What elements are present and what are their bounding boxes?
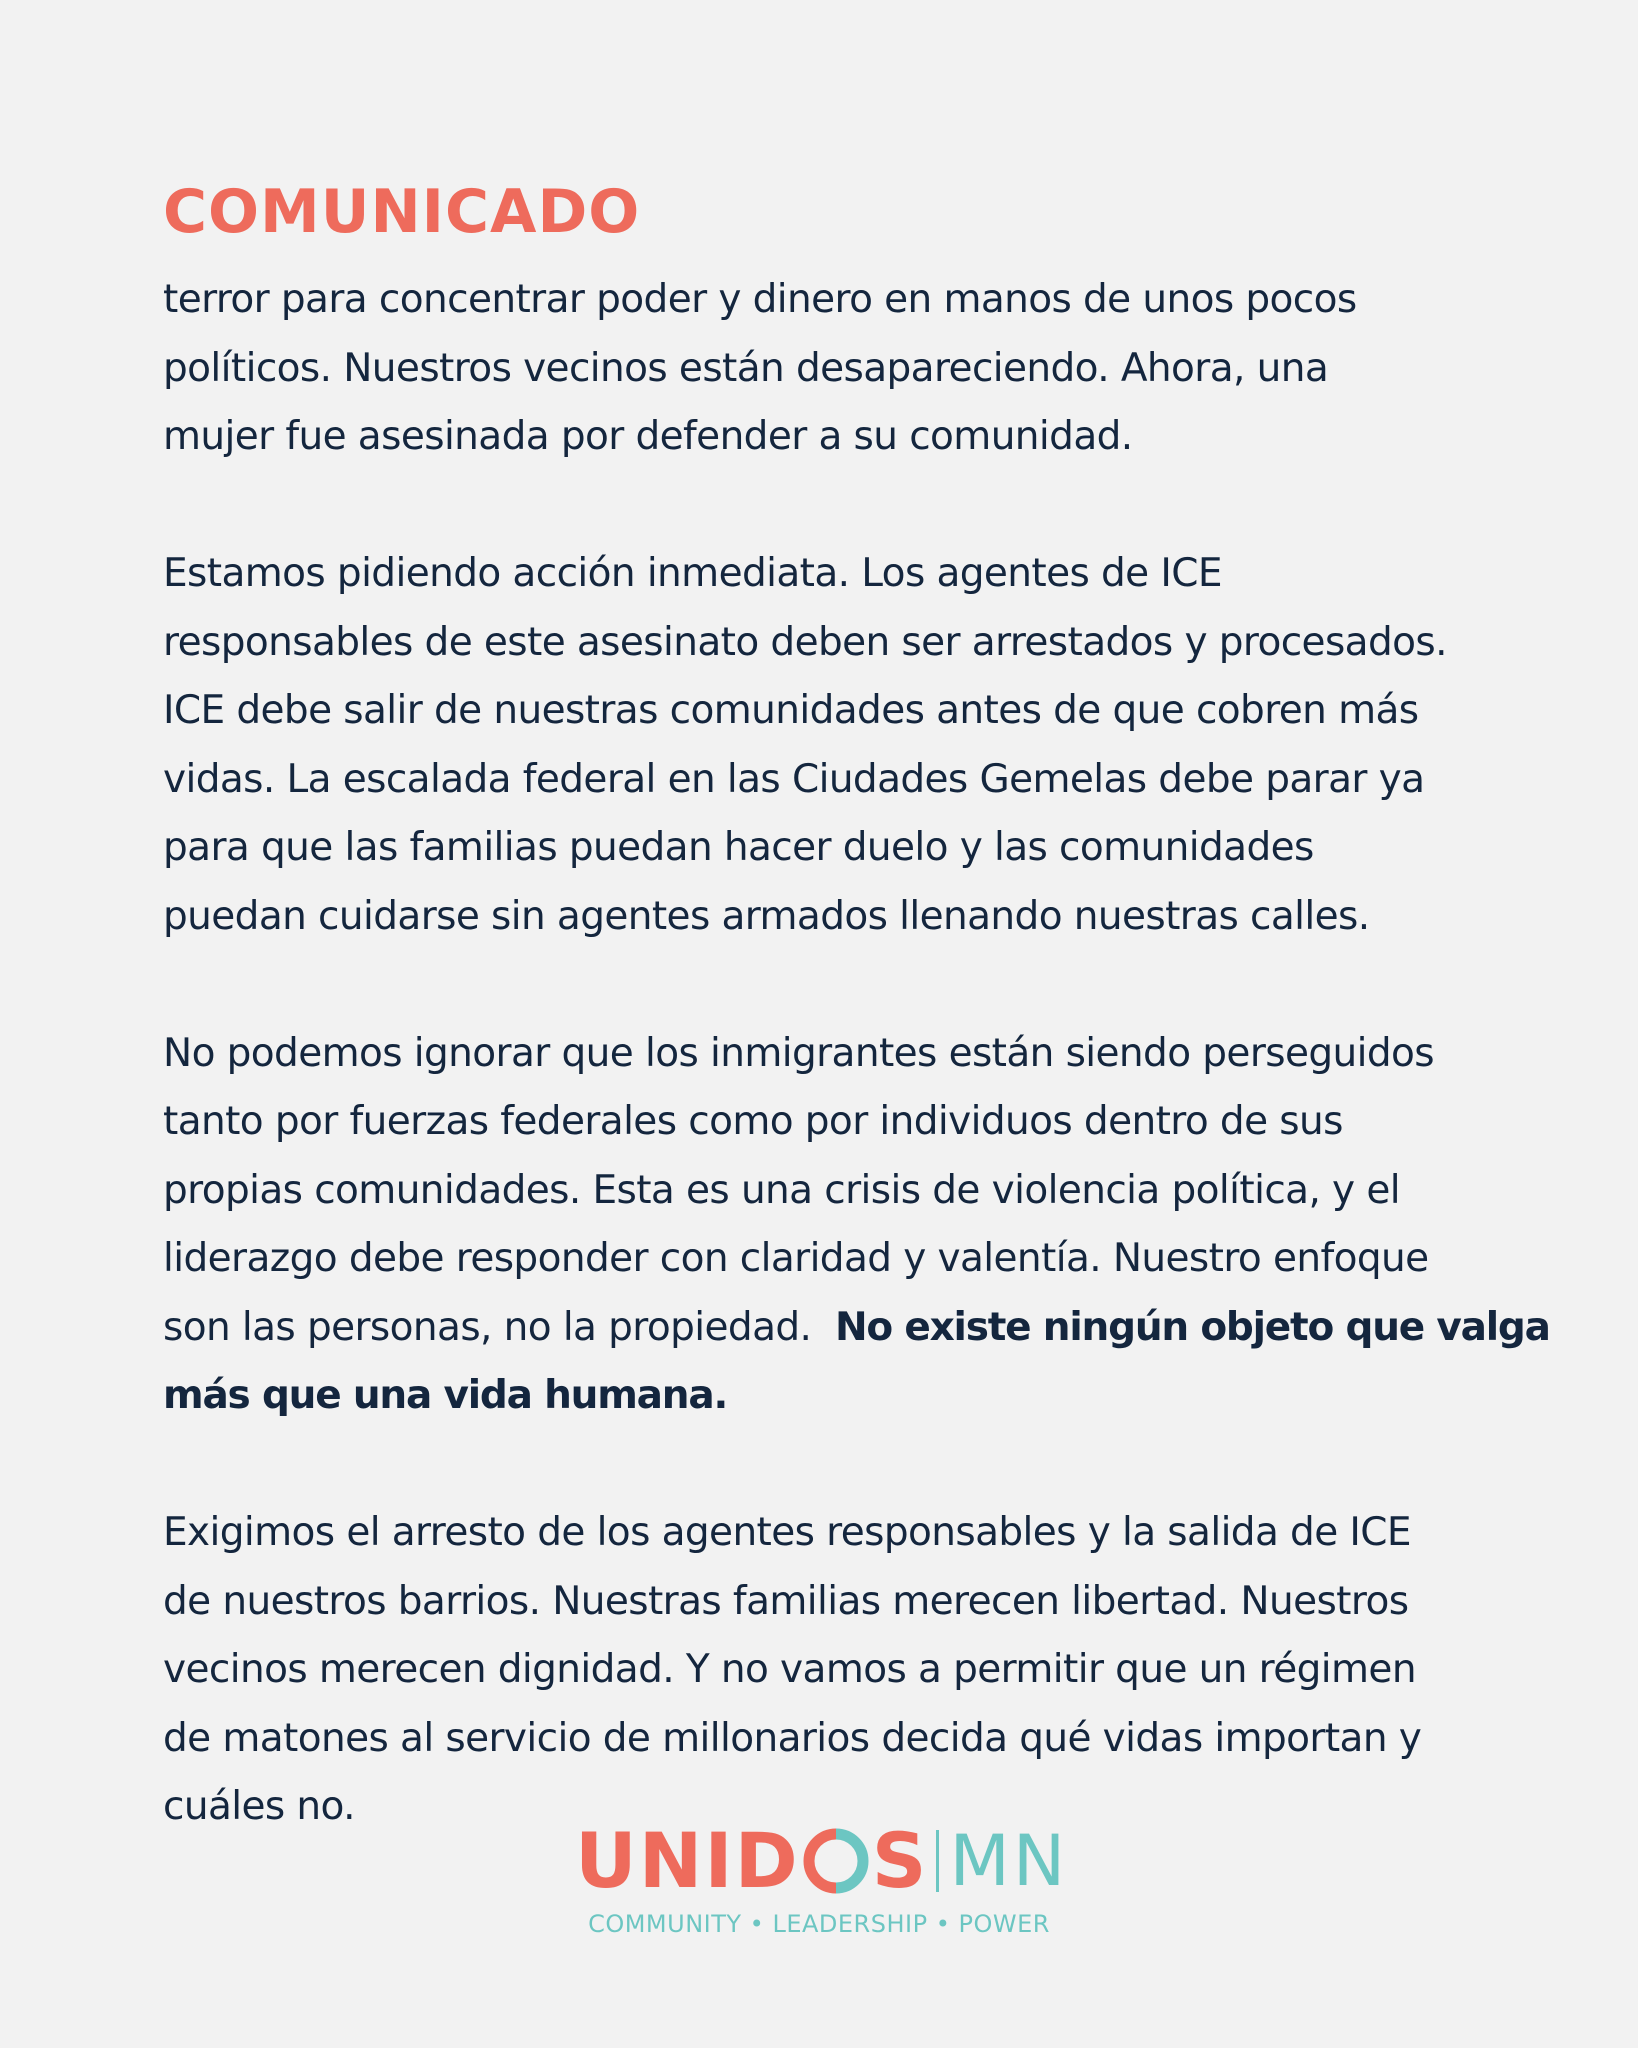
text-line: políticos. Nuestros vecinos están desapareciendo. Ahora, una: [163, 345, 1329, 391]
mixed-text-line: [163, 1294, 1553, 1363]
paragraph-3: [163, 1020, 1553, 1431]
text-line: mujer fue asesinada por defender a su comunidad.: [163, 414, 1133, 459]
paragraph-2: [163, 540, 1553, 951]
emphasis-text: No existe ningún objeto que valga: [834, 1304, 1550, 1350]
text-line: de nuestros barrios. Nuestras familias merecen libertad. Nuestros: [163, 1578, 1409, 1624]
page-title: COMUNICADO: [163, 177, 641, 247]
unidos-mn-logo: [0, 1816, 1638, 1942]
text-line: tanto por fuerzas federales como por individuos dentro de sus: [163, 1099, 1343, 1144]
paragraph-1: [163, 266, 1553, 472]
text-line: Estamos pidiendo acción inmediata. Los agentes de ICE: [163, 551, 1222, 596]
text-line: cuáles no.: [163, 1784, 355, 1829]
text-line: propias comunidades. Esta es una crisis de violencia política, y el: [163, 1167, 1400, 1213]
logo-wordmark: [575, 1816, 1069, 1905]
text-line: terror para concentrar poder y dinero en manos de unos pocos: [163, 277, 1357, 322]
text-line: vecinos merecen dignidad. Y no vamos a permitir que un régimen: [163, 1647, 1416, 1692]
text-line: responsables de este asesinato deben ser arrestados y procesados.: [163, 619, 1447, 665]
plain-text: son las personas, no la propiedad.: [163, 1304, 835, 1350]
paragraph-4: [163, 1499, 1553, 1842]
emphasis-line: más que una vida humana.: [163, 1373, 728, 1418]
text-line: ICE debe salir de nuestras comunidades antes de que cobren más: [163, 688, 1419, 733]
text-line: vidas. La escalada federal en las Ciudades Gemelas debe parar ya: [163, 756, 1425, 802]
logo-o-icon: [803, 1828, 869, 1894]
logo-tagline: COMMUNITY • LEADERSHIP • POWER: [588, 1910, 1050, 1938]
logo-text-mn: MN: [949, 1820, 1069, 1902]
statement-body: [163, 266, 1553, 1842]
text-line: liderazgo debe responder con claridad y valentía. Nuestro enfoque: [163, 1236, 1429, 1281]
text-line: Exigimos el arresto de los agentes responsables y la salida de ICE: [163, 1510, 1411, 1555]
logo-text-s: S: [871, 1816, 927, 1905]
text-line: de matones al servicio de millonarios decida qué vidas importan y: [163, 1715, 1422, 1761]
logo-divider: [936, 1830, 939, 1892]
text-line: para que las familias puedan hacer duelo y las comunidades: [163, 825, 1314, 870]
text-line: puedan cuidarse sin agentes armados llenando nuestras calles.: [163, 893, 1370, 939]
logo-text-unid: UNID: [575, 1816, 800, 1905]
text-line: No podemos ignorar que los inmigrantes están siendo perseguidos: [163, 1030, 1435, 1076]
